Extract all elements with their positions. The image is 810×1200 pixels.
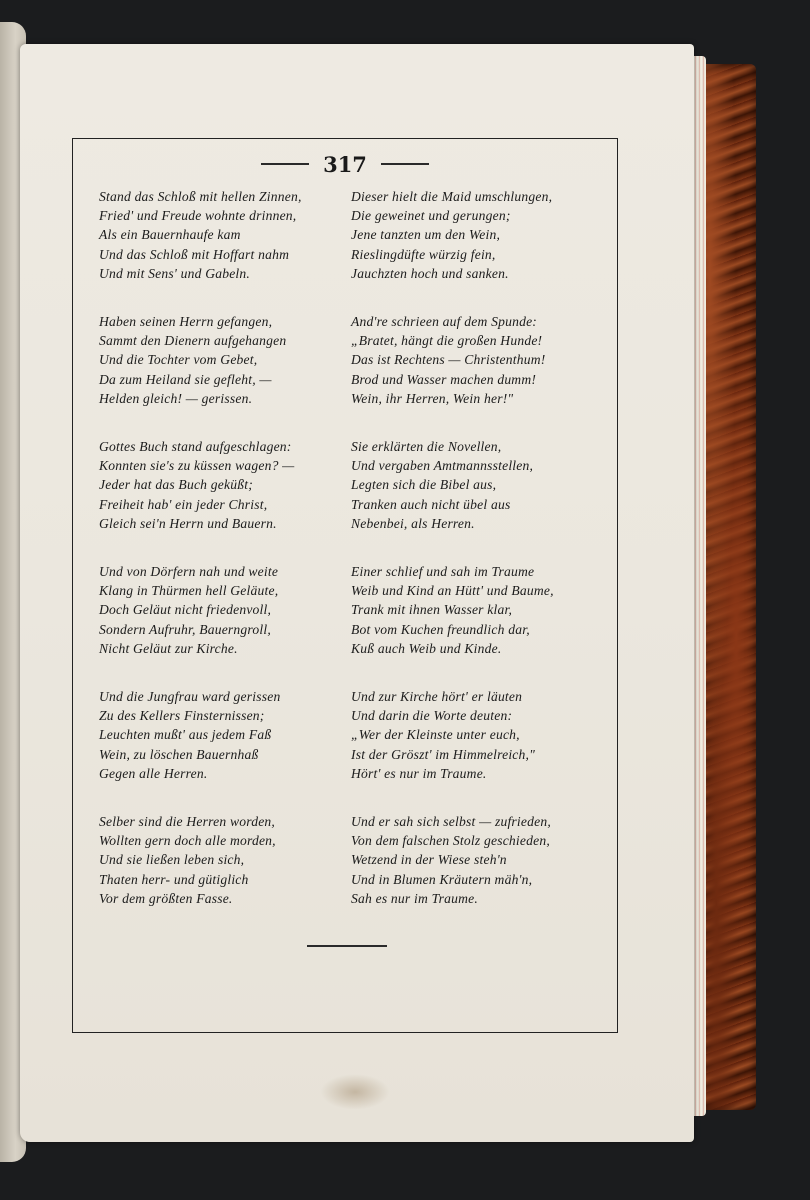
verse-line: Und sie ließen leben sich, — [99, 852, 245, 868]
right-stanza — [351, 187, 552, 283]
verse-line: Thaten herr- und gütiglich — [99, 871, 249, 887]
verse-line: Die geweinet und gerungen; — [351, 208, 511, 224]
verse-line: Dieser hielt die Maid umschlungen, — [351, 189, 553, 204]
verse-line: Konnten sie's zu küssen wagen? — — [99, 458, 295, 474]
verse-line: Wein, ihr Herren, Wein her!" — [351, 390, 514, 406]
verse-line: And're schrieen auf dem Spunde: — [351, 314, 538, 329]
verse-line: Und vergaben Amtmannsstellen, — [351, 458, 534, 474]
verse-line: Sah es nur im Traume. — [351, 890, 478, 906]
verse-line: Freiheit hab' ein jeder Christ, — [99, 496, 268, 512]
right-stanza — [351, 562, 554, 658]
verse-line: Haben seinen Herrn gefangen, — [99, 314, 273, 329]
left-stanza — [99, 687, 280, 783]
header-rule-left — [261, 163, 309, 165]
left-stanza — [99, 812, 276, 908]
verse-line: Rieslingdüfte würzig fein, — [351, 246, 496, 262]
verse-line: Als ein Bauernhaufe kam — [99, 227, 241, 243]
left-stanza — [99, 437, 294, 533]
text-frame — [72, 138, 618, 1033]
right-stanza — [351, 437, 533, 533]
verse-line: Legten sich die Bibel aus, — [351, 477, 497, 493]
verse-line: Sammt den Dienern aufgehangen — [99, 333, 287, 349]
verse-line: Leuchten mußt' aus jedem Faß — [99, 727, 272, 743]
verse-line: Und das Schloß mit Hoffart nahm — [99, 246, 290, 262]
verse-line: „Bratet, hängt die großen Hunde! — [351, 333, 543, 349]
verse-line: Jeder hat das Buch geküßt; — [99, 477, 253, 493]
verse-line: Gleich sei'n Herrn und Bauern. — [99, 515, 277, 531]
verse-line: Gegen alle Herren. — [99, 765, 208, 781]
verse-line: Von dem falschen Stolz geschieden, — [351, 833, 550, 849]
verse-line: Sondern Aufruhr, Bauerngroll, — [99, 621, 271, 637]
left-stanza — [99, 562, 278, 658]
verse-line: Hört' es nur im Traume. — [351, 765, 487, 781]
verse-line: Zu des Kellers Finsternissen; — [99, 708, 265, 724]
verse-line: Jene tanzten um den Wein, — [351, 227, 501, 243]
verse-line: Nicht Geläut zur Kirche. — [99, 640, 238, 656]
verse-line: Brod und Wasser machen dumm! — [351, 371, 537, 387]
verse-line: Und die Jungfrau ward gerissen — [99, 689, 281, 704]
page-stain — [320, 1074, 390, 1110]
verse-line: Einer schlief und sah im Traume — [351, 564, 535, 579]
verse-line: Vor dem größten Fasse. — [99, 890, 233, 906]
verse-line: Und mit Sens' und Gabeln. — [99, 265, 251, 281]
verse-line: Helden gleich! — gerissen. — [99, 390, 253, 406]
verse-line: Gottes Buch stand aufgeschlagen: — [99, 439, 292, 454]
verse-line: Fried' und Freude wohnte drinnen, — [99, 208, 297, 224]
verse-line: Und die Tochter vom Gebet, — [99, 352, 258, 368]
end-rule — [307, 945, 387, 947]
verse-line: Und von Dörfern nah und weite — [99, 564, 279, 579]
page-header — [73, 149, 617, 179]
verse-line: „Wer der Kleinste unter euch, — [351, 727, 520, 743]
verse-line: Sie erklärten die Novellen, — [351, 439, 502, 454]
verse-line: Und in Blumen Kräutern mäh'n, — [351, 871, 533, 887]
header-rule-right — [381, 163, 429, 165]
verse-line: Da zum Heiland sie gefleht, — — [99, 371, 272, 387]
left-stanza — [99, 187, 302, 283]
verse-line: Trank mit ihnen Wasser klar, — [351, 602, 513, 618]
verse-line: Weib und Kind an Hütt' und Baume, — [351, 583, 554, 599]
right-stanza — [351, 812, 551, 908]
verse-line: Klang in Thürmen hell Geläute, — [99, 583, 279, 599]
right-stanza — [351, 312, 545, 408]
verse-line: Wollten gern doch alle morden, — [99, 833, 276, 849]
verse-line: Wein, zu löschen Bauernhaß — [99, 746, 259, 762]
verse-line: Nebenbei, als Herren. — [351, 515, 475, 531]
left-stanza — [99, 312, 286, 408]
verse-line: Jauchzten hoch und sanken. — [351, 265, 509, 281]
verse-line: Wetzend in der Wiese steh'n — [351, 852, 507, 868]
verse-line: Selber sind die Herren worden, — [99, 814, 276, 829]
verse-line: Stand das Schloß mit hellen Zinnen, — [99, 189, 302, 204]
verse-line: Und zur Kirche hört' er läuten — [351, 689, 523, 704]
verse-line: Kuß auch Weib und Kinde. — [351, 640, 502, 656]
verse-line: Tranken auch nicht übel aus — [351, 496, 511, 512]
page-number: 317 — [323, 151, 367, 177]
verse-line: Und darin die Worte deuten: — [351, 708, 513, 724]
verse-line: Doch Geläut nicht friedenvoll, — [99, 602, 272, 618]
verse-line: Bot vom Kuchen freundlich dar, — [351, 621, 530, 637]
verse-line: Das ist Rechtens — Christenthum! — [351, 352, 546, 368]
verse-line: Ist der Gröszt' im Himmelreich," — [351, 746, 536, 762]
right-stanza — [351, 687, 535, 783]
verse-line: Und er sah sich selbst — zufrieden, — [351, 814, 551, 829]
